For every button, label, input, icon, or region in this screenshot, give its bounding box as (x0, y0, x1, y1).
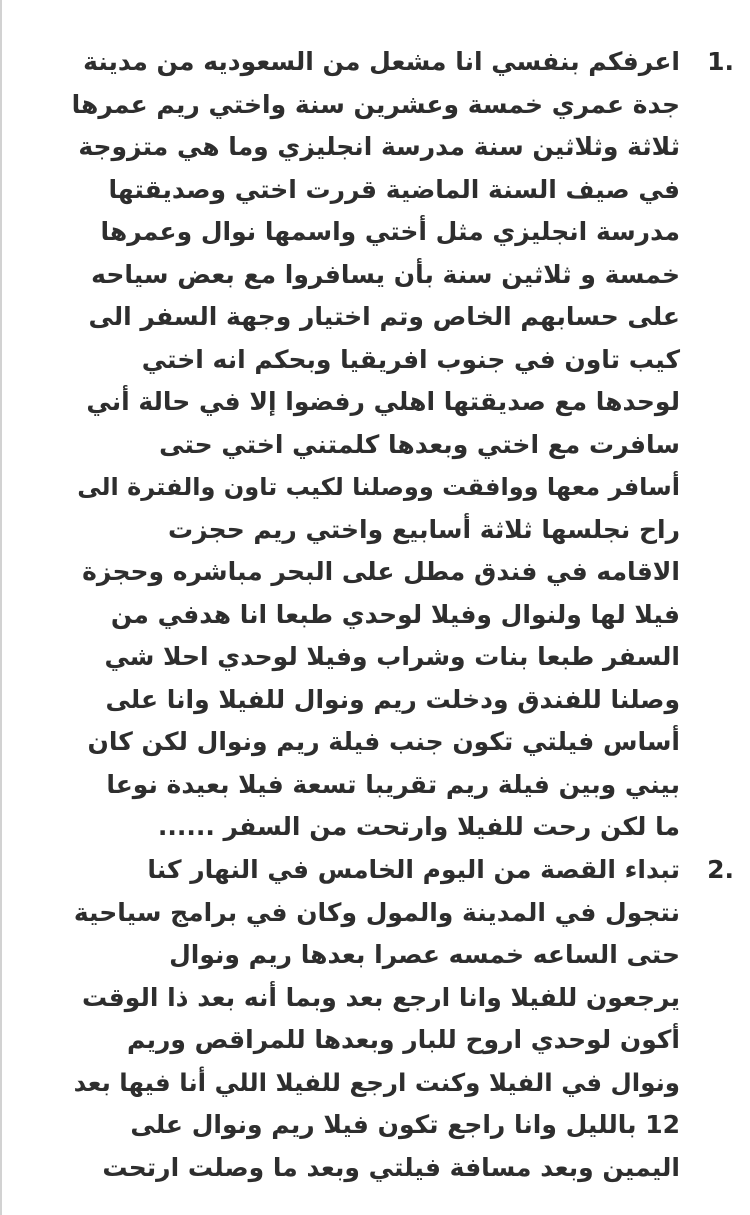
text-line: لوحدها مع صديقتها اهلي رفضوا إلا في حالة أني (86, 387, 680, 416)
text-line: أساس فيلتي تكون جنب فيلة ريم ونوال لكن كان (87, 727, 680, 756)
list-item-number: 2. (707, 855, 734, 884)
text-line: 12 بالليل وانا راجع تكون فيلا ريم ونوال على (130, 1110, 680, 1139)
list-item-number: 1. (707, 47, 734, 76)
text-line: فيلا لها ولنوال وفيلا لوحدي طبعا انا هدفي من (110, 599, 680, 629)
text-line: ثلاثة وثلاثين سنة مدرسة انجليزي وما هي متزوجة (78, 132, 680, 161)
text-line: اليمين وبعد مسافة فيلتي وبعد ما وصلت ارتحت (102, 1152, 680, 1182)
text-line: على حسابهم الخاص وتم اختيار وجهة السفر الى (88, 302, 680, 331)
text-line: نتجول في المدينة والمول وكان في برامج سياحية (73, 897, 680, 927)
text-line: أسافر معها ووافقت ووصلنا لكيب تاون والفترة الى (77, 473, 680, 501)
text-line: في صيف السنة الماضية قررت اختي وصديقتها (108, 174, 680, 204)
text-line: وصلنا للفندق ودخلت ريم ونوال للفيلا وانا على (105, 684, 680, 714)
text-line: السفر طبعا بنات وشراب وفيلا لوحدي احلا شي (104, 642, 680, 671)
text-line: ونوال في الفيلا وكنت ارجع للفيلا اللي أنا فيها بعد (73, 1067, 680, 1097)
text-line: بيني وبين فيلة ريم تقريبا تسعة فيلا بعيدة نوعا (106, 769, 680, 799)
text-line: تبداء القصة من اليوم الخامس في النهار كنا (147, 855, 680, 884)
text-line: أكون لوحدي اروح للبار وبعدها للمراقص وريم (127, 1025, 680, 1054)
text-line: مدرسة انجليزي مثل أختي واسمها نوال وعمرها (100, 217, 680, 246)
text-line: ما لكن رحت للفيلا وارتحت من السفر ...... (157, 812, 680, 841)
text-line: راح نجلسها ثلاثة أسابيع واختي ريم حجزت (168, 514, 680, 544)
text-line: اعرفكم بنفسي انا مشعل من السعوديه من مدينة (83, 47, 680, 76)
text-line: سافرت مع اختي وبعدها كلمتني اختي حتى (159, 429, 680, 459)
text-line: الاقامه في فندق مطل على البحر مباشره وحجزة (82, 557, 680, 586)
text-line: يرجعون للفيلا وانا ارجع بعد وبما أنه بعد ذا الوقت (81, 982, 680, 1012)
text-line: حتى الساعه خمسه عصرا بعدها ريم ونوال (169, 940, 680, 969)
text-line: خمسة و ثلاثين سنة بأن يسافروا مع بعض سياحه (91, 259, 680, 289)
text-line: كيب تاون في جنوب افريقيا وبحكم انه اختي (141, 344, 680, 374)
text-line: جدة عمري خمسة وعشرين سنة واختي ريم عمرها (71, 89, 680, 119)
